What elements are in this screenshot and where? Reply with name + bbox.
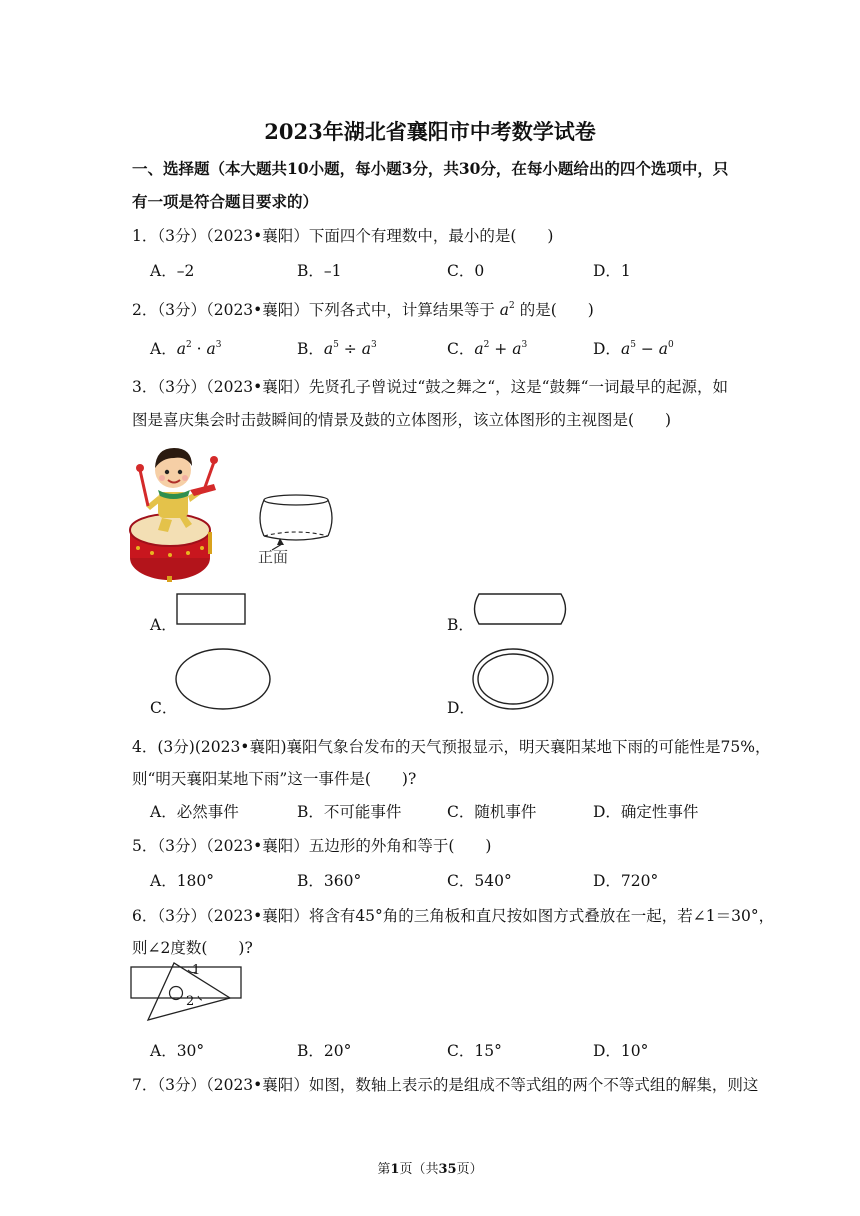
- page-title: 2023年湖北省襄阳市中考数学试卷: [264, 119, 596, 144]
- question-3-option-c: C．: [150, 699, 178, 717]
- drummer-illustration: [128, 440, 228, 582]
- option-c-ellipse-figure: [175, 648, 273, 712]
- question-2-stem-text: 2．（3分）（2023•襄阳）下列各式中，计算结果等于: [132, 301, 495, 319]
- question-3-line1: 3．（3分）（2023•襄阳）先贤孔子曾说过“鼓之舞之“，这是“鼓舞“一词最早的起源，如: [132, 378, 729, 396]
- option-base: a: [323, 340, 334, 358]
- option-exponent: 3: [370, 340, 377, 350]
- question-2-option-d: [593, 337, 674, 359]
- option-operator: −: [635, 340, 659, 358]
- option-operator: ÷: [338, 340, 362, 358]
- option-label: C．: [447, 340, 475, 358]
- question-7-line1: 7．（3分）（2023•襄阳）如图，数轴上表示的是组成不等式组的两个不等式组的解集，则这: [132, 1076, 759, 1094]
- question-2-stem: [132, 298, 594, 320]
- option-base: a: [512, 340, 522, 358]
- option-d-double-ellipse-figure: [472, 648, 556, 712]
- footer-total-pages: 35: [438, 1162, 457, 1177]
- option-label: A．: [150, 340, 177, 358]
- question-3-option-d: D．: [447, 699, 475, 717]
- question-1-option-c: C．0: [447, 262, 485, 280]
- footer-suffix: 页）: [456, 1162, 483, 1177]
- option-exponent: 3: [215, 340, 222, 350]
- option-base: a: [361, 340, 371, 358]
- option-base: a: [474, 340, 484, 358]
- front-view-label: 正面: [258, 548, 289, 566]
- question-6-line2: 则∠2度数( )?: [132, 939, 253, 957]
- option-operator: +: [489, 340, 513, 358]
- question-2-option-a: [150, 337, 221, 359]
- page-footer: [0, 1158, 860, 1177]
- question-3-option-a: A．: [150, 616, 177, 634]
- option-b-barrel-figure: [471, 593, 571, 627]
- question-4-option-b: B．不可能事件: [297, 803, 402, 821]
- question-4-line2: 则“明天襄阳某地下雨”这一事件是( )?: [132, 770, 417, 788]
- question-6-option-c: C．15°: [447, 1042, 502, 1060]
- question-6-option-d: D．10°: [593, 1042, 649, 1060]
- question-5-option-c: C．540°: [447, 872, 512, 890]
- question-6-line1: 6．（3分）（2023•襄阳）将含有45°角的三角板和直尺按如图方式叠放在一起，若∠1＝30°，: [132, 907, 775, 925]
- question-2-option-c: [447, 337, 527, 359]
- question-4-option-c: C．随机事件: [447, 803, 537, 821]
- footer-prefix: 第: [377, 1162, 391, 1177]
- option-base: a: [658, 340, 669, 358]
- section-heading-line1: 一、选择题（本大题共10小题，每小题3分，共30分，在每小题给出的四个选项中，只: [132, 159, 729, 178]
- option-exponent: 3: [521, 340, 528, 350]
- option-base: a: [620, 340, 631, 358]
- question-2-stem-exponent: 2: [509, 301, 515, 311]
- angle-2-label: 2: [186, 994, 195, 1009]
- drum-3d-figure: [256, 494, 336, 550]
- option-exponent: 0: [668, 340, 674, 350]
- question-4-option-a: A．必然事件: [150, 803, 239, 821]
- option-label: D．: [593, 340, 621, 358]
- question-2-stem-end: 的是( ): [519, 301, 594, 319]
- option-exponent: 5: [630, 340, 636, 350]
- question-5-option-a: A．180°: [150, 872, 215, 890]
- angle-1-label: 1: [192, 963, 201, 978]
- question-5-option-d: D．720°: [593, 872, 659, 890]
- question-1-option-b: B．–1: [297, 262, 342, 280]
- question-5-option-b: B．360°: [297, 872, 362, 890]
- question-5-stem: 5．（3分）（2023•襄阳）五边形的外角和等于( ): [132, 837, 492, 855]
- section-heading-line2: 有一项是符合题目要求的）: [132, 192, 319, 211]
- option-a-rectangle-figure: [176, 593, 248, 627]
- footer-mid: 页（共: [399, 1162, 439, 1177]
- option-exponent: 2: [185, 340, 192, 350]
- footer-page-number: 1: [390, 1162, 400, 1177]
- question-6-option-a: A．30°: [150, 1042, 205, 1060]
- question-4-option-d: D．确定性事件: [593, 803, 699, 821]
- option-exponent: 5: [333, 340, 339, 350]
- option-base: a: [206, 340, 216, 358]
- option-base: a: [176, 340, 186, 358]
- option-label: B．: [297, 340, 324, 358]
- question-3-line2: 图是喜庆集会时击鼓瞬间的情景及鼓的立体图形，该立体图形的主视图是( ): [132, 411, 672, 429]
- question-6-option-b: B．20°: [297, 1042, 352, 1060]
- question-2-option-b: [297, 337, 377, 359]
- option-operator: ·: [191, 340, 207, 358]
- option-exponent: 2: [483, 340, 490, 350]
- question-1-stem: 1．（3分）（2023•襄阳）下面四个有理数中，最小的是( ): [132, 227, 554, 245]
- question-4-line1: 4．(3分)(2023•襄阳)襄阳气象台发布的天气预报显示，明天襄阳某地下雨的可能性是75%，: [132, 738, 771, 756]
- question-2-stem-variable: a: [499, 301, 510, 319]
- question-3-option-b: B．: [447, 616, 474, 634]
- question-1-option-a: A．–2: [150, 262, 195, 280]
- ruler-triangle-figure: [130, 962, 246, 1024]
- question-1-option-d: D．1: [593, 262, 631, 280]
